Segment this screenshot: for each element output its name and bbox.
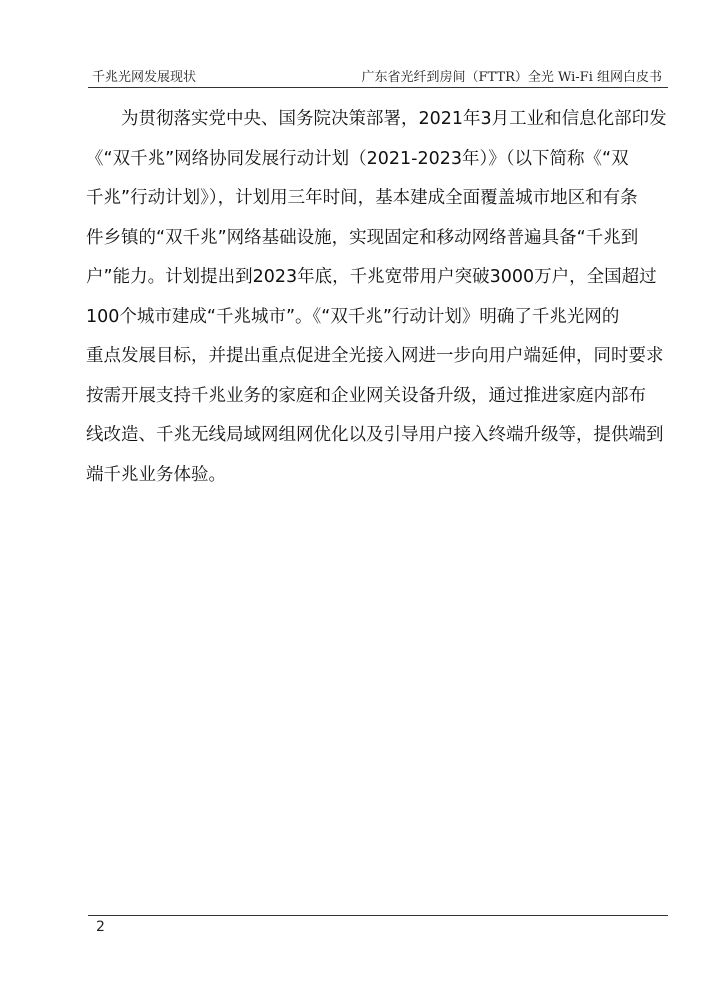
body-paragraph (86, 100, 667, 495)
paragraph-line: 100个城市建成“千兆城市”。《“双千兆”行动计划》明确了千兆光网的 (86, 306, 620, 327)
paragraph-line: 重点发展目标，并提出重点促进全光接入网进一步向用户端延伸，同时要求 (86, 346, 664, 366)
header-document-title: 广东省光纤到房间（FTTR）全光 Wi-Fi 组网白皮书 (361, 70, 662, 85)
paragraph-line: 《“双千兆”网络协同发展行动计划（2021-2023年）》（以下简称《“双 (86, 148, 629, 169)
paragraph-line: 千兆”行动计划》），计划用三年时间，基本建成全面覆盖城市地区和有条 (86, 188, 638, 208)
paragraph-line: 为贯彻落实党中央、国务院决策部署，2021年3月工业和信息化部印发 (121, 109, 667, 129)
header-divider (88, 87, 668, 88)
page-header (88, 66, 668, 86)
footer-divider (88, 915, 668, 916)
paragraph-line: 按需开展支持千兆业务的家庭和企业网关设备升级，通过推进家庭内部布 (86, 385, 646, 406)
page-number: 2 (96, 919, 105, 935)
paragraph-line: 户”能力。计划提出到2023年底，千兆宽带用户突破3000万户，全国超过 (86, 267, 657, 287)
paragraph-line: 件乡镇的“双千兆”网络基础设施，实现固定和移动网络普遍具备“千兆到 (86, 227, 639, 248)
paragraph-line: 端千兆业务体验。 (86, 464, 226, 485)
paragraph-line: 线改造、千兆无线局域网组网优化以及引导用户接入终端升级等，提供端到 (86, 425, 664, 445)
header-section-title: 千兆光网发展现状 (92, 70, 197, 85)
